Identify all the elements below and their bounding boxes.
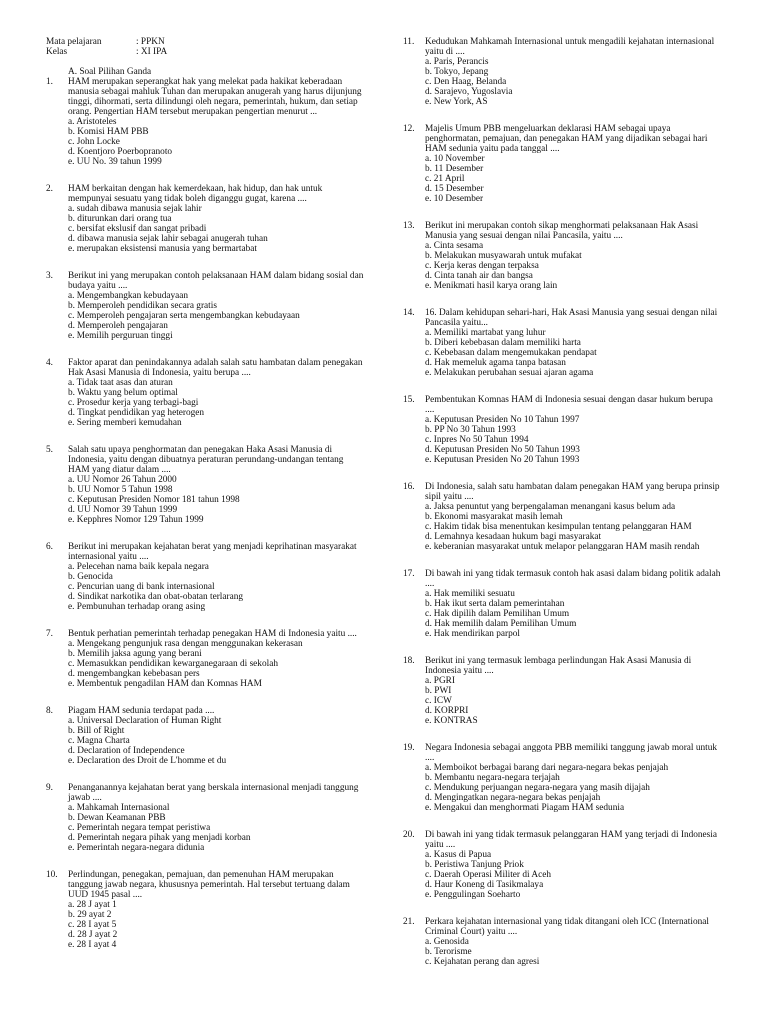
answer-option: a. Aristoteles <box>68 117 117 127</box>
answer-option: d. Mengingatkan negara-negara bekas penjajah <box>425 793 601 803</box>
answer-option: c. Pencurian uang di bank internasional <box>68 582 215 592</box>
question-item <box>46 271 364 341</box>
answer-option: c. Keputusan Presiden Nomor 181 tahun 1998 <box>68 495 240 505</box>
question-item <box>403 917 723 967</box>
answer-option: d. Pemerintah negara pihak yang menjadi korban <box>68 833 251 843</box>
answer-option: c. Kerja keras dengan terpaksa <box>425 261 539 271</box>
answer-option: e. Memilih perguruan tinggi <box>68 331 173 341</box>
question-number: 11. <box>403 37 415 47</box>
question-item <box>46 77 364 167</box>
answer-option: e. keberanian masyarakat untuk melapor pelanggaran HAM masih rendah <box>425 542 700 552</box>
answer-option: e. Melakukan perubahan sesuai ajaran agama <box>425 368 594 378</box>
answer-option: a. Pelecehan nama baik kepala negara <box>68 562 209 572</box>
question-number: 19. <box>403 743 415 753</box>
answer-option: a. UU Nomor 26 Tahun 2000 <box>68 475 177 485</box>
question-item <box>403 395 723 465</box>
answer-option: e. UU No. 39 tahun 1999 <box>68 157 162 167</box>
question-text: Berikut ini yang merupakan contoh pelaksanaan HAM dalam bidang sosial dan budaya yaitu .... <box>68 271 364 291</box>
question-number: 20. <box>403 830 415 840</box>
question-number: 18. <box>403 656 415 666</box>
answer-option: d. Declaration of Independence <box>68 746 185 756</box>
question-number: 1. <box>46 77 53 87</box>
answer-option: c. Pemerintah negara tempat peristiwa <box>68 823 211 833</box>
answer-option: a. Mengekang pengunjuk rasa dengan menggunakan kekerasan <box>68 639 303 649</box>
answer-option: a. Mengembangkan kebudayaan <box>68 291 189 301</box>
question-text: Berikut ini yang termasuk lembaga perlindungan Hak Asasi Manusia di Indonesia yaitu .... <box>425 656 692 676</box>
answer-option: b. Genocida <box>68 572 113 582</box>
answer-option: d. Koentjoro Poerbopranoto <box>68 147 173 157</box>
answer-option: c. ICW <box>425 696 452 706</box>
answer-option: e. Mengakui dan menghormati Piagam HAM sedunia <box>425 803 625 813</box>
answer-option: d. Lemahnya kesadaan hukum bagi masyarakat <box>425 532 602 542</box>
answer-option: a. Cinta sesama <box>425 241 484 251</box>
answer-option: d. Cinta tanah air dan bangsa <box>425 271 533 281</box>
question-item <box>46 184 364 254</box>
answer-option: c. Daerah Operasi Militer di Aceh <box>425 870 551 880</box>
answer-option: b. Membantu negara-negara terjajah <box>425 773 560 783</box>
answer-option: a. PGRI <box>425 676 455 686</box>
answer-option: c. Memperoleh pengajaran serta mengembangkan kebudayaan <box>68 311 300 321</box>
question-item <box>403 221 723 291</box>
answer-option: b. Tokyo, Jepang <box>425 67 489 77</box>
answer-option: c. Magna Charta <box>68 736 130 746</box>
question-number: 7. <box>46 629 53 639</box>
answer-option: d. Hak memeluk agama tanpa batasan <box>425 358 566 368</box>
answer-option: e. 28 I ayat 4 <box>68 940 117 950</box>
question-item <box>403 569 723 639</box>
question-text: Penanganannya kejahatan berat yang berskala internasional menjadi tanggung jawab .... <box>68 783 359 803</box>
answer-option: d. Sarajevo, Yugoslavia <box>425 87 513 97</box>
question-text: HAM berkaitan dengan hak kemerdekaan, hak hidup, dan hak untuk mempunyai sesuatu yang tidak boleh diganggu gugat, karena .... <box>68 184 323 204</box>
answer-option: a. Memboikot berbagai barang dari negara-negara bekas penjajah <box>425 763 669 773</box>
answer-option: a. Tidak taat asas dan aturan <box>68 378 173 388</box>
question-number: 17. <box>403 569 415 579</box>
answer-option: d. Keputusan Presiden No 50 Tahun 1993 <box>425 445 580 455</box>
question-number: 14. <box>403 308 415 318</box>
question-number: 3. <box>46 271 53 281</box>
answer-option: d. UU Nomor 39 Tahun 1999 <box>68 505 178 515</box>
answer-option: c. 28 I ayat 5 <box>68 920 117 930</box>
answer-option: c. bersifat ekslusif dan sangat pribadi <box>68 224 207 234</box>
answer-option: e. Menikmati hasil karya orang lain <box>425 281 558 291</box>
class-value: : XI IPA <box>136 47 168 57</box>
question-item <box>46 542 364 612</box>
question-text: Piagam HAM sedunia terdapat pada .... <box>68 706 215 716</box>
question-number: 9. <box>46 783 53 793</box>
answer-option: e. KONTRAS <box>425 716 478 726</box>
question-text: Bentuk perhatian pemerintah terhadap penegakan HAM di Indonesia yaitu .... <box>68 629 357 639</box>
question-text: Salah satu upaya penghormatan dan penegakan Haka Asasi Manusia di Indonesia, yaitu dengan dibuatnya peraturan perundang-undangan tentang HAM yang diatur dalam .... <box>68 445 344 475</box>
right-column <box>403 37 723 984</box>
answer-option: b. Memperoleh pendidikan secara gratis <box>68 301 217 311</box>
answer-option: c. Inpres No 50 Tahun 1994 <box>425 435 529 445</box>
answer-option: b. Dewan Keamanan PBB <box>68 813 166 823</box>
answer-option: e. Membentuk pengadilan HAM dan Komnas HAM <box>68 679 262 689</box>
question-item <box>46 783 364 853</box>
question-number: 15. <box>403 395 415 405</box>
answer-option: a. 10 November <box>425 154 485 164</box>
answer-option: a. Genosida <box>425 937 469 947</box>
answer-option: b. Diberi kebebasan dalam memiliki harta <box>425 338 581 348</box>
subject-row <box>46 37 364 47</box>
answer-option: d. dibawa manusia sejak lahir sebagai anugerah tuhan <box>68 234 268 244</box>
question-text: Perkara kejahatan internasional yang tidak ditangani oleh ICC (International Criminal Court) yaitu .... <box>425 917 709 937</box>
question-number: 4. <box>46 358 53 368</box>
answer-option: d. Haur Koneng di Tasikmalaya <box>425 880 544 890</box>
answer-option: c. Hak dipilih dalam Pemilihan Umum <box>425 609 570 619</box>
question-item <box>403 482 723 552</box>
answer-option: e. Hak mendirikan parpol <box>425 629 521 639</box>
answer-option: d. mengembangkan kebebasan pers <box>68 669 200 679</box>
question-item <box>46 706 364 766</box>
question-item <box>403 830 723 900</box>
question-text: Negara Indonesia sebagai anggota PBB memiliki tanggung jawab moral untuk .... <box>425 743 718 763</box>
question-item <box>403 743 723 813</box>
answer-option: e. Declaration des Droit de L'homme et du <box>68 756 227 766</box>
question-item <box>403 124 723 204</box>
answer-option: a. Hak memiliki sesuatu <box>425 589 515 599</box>
question-text: Kedudukan Mahkamah Internasional untuk mengadili kejahatan internasional yaitu di .... <box>425 37 715 57</box>
answer-option: c. Den Haag, Belanda <box>425 77 507 87</box>
answer-option: d. Memperoleh pengajaran <box>68 321 168 331</box>
answer-option: a. Paris, Perancis <box>425 57 489 67</box>
question-number: 13. <box>403 221 415 231</box>
answer-option: b. UU Nomor 5 Tahun 1998 <box>68 485 173 495</box>
question-text: Di Indonesia, salah satu hambatan dalam penegakan HAM yang berupa prinsip sipil yaitu .... <box>425 482 720 502</box>
answer-option: a. Universal Declaration of Human Right <box>68 716 222 726</box>
answer-option: b. Hak ikut serta dalam pemerintahan <box>425 599 565 609</box>
answer-option: c. Mendukung perjuangan negara-negara yang masih dijajah <box>425 783 650 793</box>
answer-option: c. Hakim tidak bisa menentukan kesimpulan tentang pelanggaran HAM <box>425 522 692 532</box>
question-text: Perlindungan, penegakan, pemajuan, dan pemenuhan HAM merupakan tanggung jawab negara, khususnya pemerintah. Hal tersebut tertuang dalam UUD 1945 pasal .... <box>68 870 350 900</box>
answer-option: b. PWI <box>425 686 452 696</box>
answer-option: a. sudah dibawa manusia sejak lahir <box>68 204 202 214</box>
question-text: 16. Dalam kehidupan sehari-hari, Hak Asasi Manusia yang sesuai dengan nilai Pancasila yaitu... <box>425 308 718 328</box>
answer-option: b. 11 Desember <box>425 164 484 174</box>
answer-option: b. 29 ayat 2 <box>68 910 112 920</box>
answer-option: b. diturunkan dari orang tua <box>68 214 172 224</box>
question-item <box>46 445 364 525</box>
answer-option: a. Kasus di Papua <box>425 850 492 860</box>
answer-option: b. Ekonomi masyarakat masih lemah <box>425 512 563 522</box>
answer-option: b. PP No 30 Tahun 1993 <box>425 425 516 435</box>
answer-option: c. John Locke <box>68 137 120 147</box>
question-number: 6. <box>46 542 53 552</box>
question-number: 12. <box>403 124 415 134</box>
answer-option: a. Jaksa penuntut yang berpengalaman menangani kasus belum ada <box>425 502 676 512</box>
answer-option: e. Sering memberi kemudahan <box>68 418 182 428</box>
answer-option: b. Bill of Right <box>68 726 125 736</box>
answer-option: e. New York, AS <box>425 97 488 107</box>
answer-option: d. 15 Desember <box>425 184 484 194</box>
question-item <box>46 629 364 689</box>
answer-option: e. Penggulingan Soeharto <box>425 890 521 900</box>
answer-option: d. Tingkat pendidikan yag heterogen <box>68 408 205 418</box>
answer-option: a. Memiliki martabat yang luhur <box>425 328 546 338</box>
question-number: 8. <box>46 706 53 716</box>
question-item <box>403 656 723 726</box>
answer-option: e. Pemerintah negara-negara didunia <box>68 843 205 853</box>
answer-option: b. Waktu yang belum optimal <box>68 388 178 398</box>
section-title: A. Soal Pilihan Ganda <box>68 67 152 77</box>
question-text: HAM merupakan seperangkat hak yang melekat pada hakikat keberadaan manusia sebagai mahluk Tuhan dan merupakan anugerah yang harus dijunjung tinggi, dihormati, serta dilindungi oleh negara, pemerintah, hukum, dan setiap orang. Pengertian HAM tersebut merupakan pengertian menurut ... <box>68 77 362 117</box>
answer-option: a. Mahkamah Internasional <box>68 803 170 813</box>
answer-option: d. KORPRI <box>425 706 469 716</box>
answer-option: c. Kebebasan dalam mengemukakan pendapat <box>425 348 597 358</box>
answer-option: e. merupakan eksistensi manusia yang bermartabat <box>68 244 257 254</box>
answer-option: e. Pembunuhan terhadap orang asing <box>68 602 206 612</box>
answer-option: e. Keputusan Presiden No 20 Tahun 1993 <box>425 455 580 465</box>
question-text: Berikut ini merupakan contoh sikap menghormati pelaksanaan Hak Asasi Manusia yang sesuai dengan nilai Pancasila, yaitu .... <box>425 221 699 241</box>
answer-option: e. 10 Desember <box>425 194 484 204</box>
question-item <box>46 870 364 950</box>
question-item <box>403 308 723 378</box>
question-number: 5. <box>46 445 53 455</box>
answer-option: d. Sindikat narkotika dan obat-obatan terlarang <box>68 592 244 602</box>
answer-option: c. Prosedur kerja yang terbagi-bagi <box>68 398 199 408</box>
answer-option: a. Keputusan Presiden No 10 Tahun 1997 <box>425 415 580 425</box>
answer-option: d. 28 J ayat 2 <box>68 930 118 940</box>
question-item <box>403 37 723 107</box>
question-text: Di bawah ini yang tidak termasuk contoh hak asasi dalam bidang politik adalah .... <box>425 569 721 589</box>
question-number: 21. <box>403 917 415 927</box>
answer-option: e. Kepphres Nomor 129 Tahun 1999 <box>68 515 204 525</box>
answer-option: a. 28 J ayat 1 <box>68 900 117 910</box>
question-text: Di bawah ini yang tidak termasuk pelanggaran HAM yang terjadi di Indonesia yaitu .... <box>425 830 717 850</box>
question-item <box>46 358 364 428</box>
answer-option: b. Melakukan musyawarah untuk mufakat <box>425 251 582 261</box>
answer-option: c. Kejahatan perang dan agresi <box>425 957 540 967</box>
answer-option: c. 21 April <box>425 174 465 184</box>
question-text: Majelis Umum PBB mengeluarkan deklarasi HAM sebagai upaya penghormatan, pemajuan, dan penegakan HAM yang dijadikan sebagai hari HAM sedunia yaitu pada tanggal .... <box>425 124 708 154</box>
answer-option: b. Peristiwa Tanjung Priok <box>425 860 524 870</box>
class-label: Kelas <box>46 47 68 57</box>
answer-option: b. Komisi HAM PBB <box>68 127 149 137</box>
question-text: Faktor aparat dan penindakannya adalah salah satu hambatan dalam penegakan Hak Asasi Manusia di Indonesia, yaitu berupa .... <box>68 358 363 378</box>
answer-option: b. Memilih jaksa agung yang berani <box>68 649 202 659</box>
answer-option: c. Memasukkan pendidikan kewarganegaraan di sekolah <box>68 659 278 669</box>
subject-label: Mata pelajaran <box>46 37 102 47</box>
class-row <box>46 47 364 57</box>
question-number: 10. <box>46 870 58 880</box>
answer-option: b. Terorisme <box>425 947 472 957</box>
question-text: Berikut ini merupakan kejahatan berat yang menjadi keprihatinan masyarakat internasional yaitu .... <box>68 542 357 562</box>
question-text: Pembentukan Komnas HAM di Indonesia sesuai dengan dasar hukum berupa .... <box>425 395 713 415</box>
question-number: 16. <box>403 482 415 492</box>
subject-value: : PPKN <box>136 37 165 47</box>
left-column <box>46 37 364 967</box>
answer-option: d. Hak memilih dalam Pemilihan Umum <box>425 619 577 629</box>
question-number: 2. <box>46 184 53 194</box>
